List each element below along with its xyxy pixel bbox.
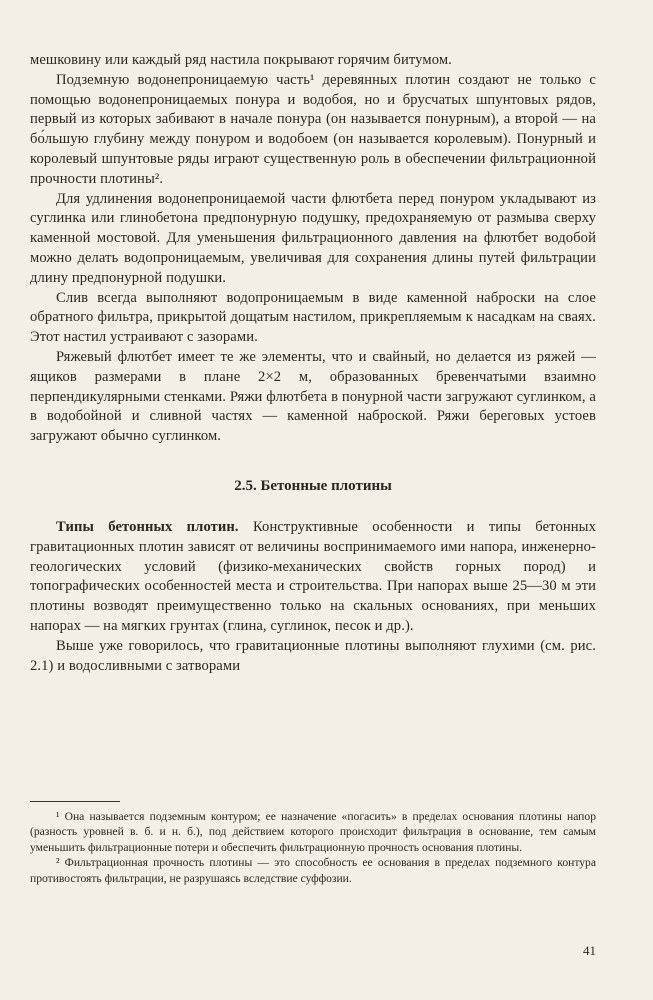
page-number: 41	[583, 943, 596, 958]
paragraph: Выше уже говорилось, что гравитационные плотины выполняют глухими (см. рис. 2.1) и водосливными с затворами	[30, 637, 596, 674]
paragraph: Подземную водонепроницаемую часть¹ деревянных плотин создают не только с помощью водонепроницаемых понура и водобоя, но и брусчатых шпунтовых рядов, первый из которых забивают в начале понура (он называется понурным), а второй — на бо́льшую глубину между понуром и водобоем (он называется королевым). Понурный и королевый шпунтовые ряды играют существенную роль в обеспечении фильтрационной прочности плотины².	[30, 71, 596, 187]
paragraph-with-run-in-title	[30, 518, 596, 637]
footnotes	[30, 809, 596, 886]
run-in-title: Типы бетонных плотин.	[56, 518, 239, 535]
section-heading: 2.5. Бетонные плотины	[234, 477, 392, 494]
paragraph-text: Конструктивные особенности и типы бетонных гравитационных плотин зависят от величины воспринимаемого ими напора, инженерно-геологических условий (физико-механических свойств горных пород) и топографических особенностей места и строительства. При напорах выше 25—30 м эти плотины возводят преимущественно только на скальных основаниях, при меньших напорах — на мягких грунтах (глина, суглинок, песок и др.).	[30, 518, 596, 634]
paragraph: Ряжевый флютбет имеет те же элементы, что и свайный, но делается из ряжей — ящиков размерами в плане 2×2 м, образованных бревенчатыми взаимно перпендикулярными стенками. Ряжи флютбета в понурной части загружают суглинком, а в водобойной и сливной частях — каменной наброской. Ряжи береговых устоев загружают обычно суглинком.	[30, 348, 596, 445]
paragraph-continued: мешковину или каждый ряд настила покрывают горячим битумом.	[30, 52, 452, 68]
footnote: ¹ Она называется подземным контуром; ее назначение «погасить» в пределах основания плотины напор (разность уровней в. б. и н. б.), под действием которого происходит фильтрация в основание, тем самым уменьшить фильтрационные потери и обеспечить фильтрационную прочность основания плотины.	[30, 810, 596, 854]
footnote: ² Фильтрационная прочность плотины — это способность ее основания в пределах подземного контура противостоять фильтрации, не разрушаясь вследствие суффозии.	[30, 856, 596, 885]
body-text	[30, 51, 596, 676]
paragraph: Слив всегда выполняют водопроницаемым в виде каменной наброски на слое обратного фильтра, прикрытой дощатым настилом, прикрепляемым к насадкам на сваях. Этот настил устраивают с зазорами.	[30, 289, 596, 346]
footnote-rule	[30, 801, 120, 802]
paragraph: Для удлинения водонепроницаемой части флютбета перед понуром укладывают из суглинка или глинобетона предпонурную подушку, предохраняемую от размыва сверху каменной мостовой. Для уменьшения фильтрационного давления на флютбет водобой можно делать водопроницаемым, увеличивая для сохранения длины путей фильтрации длину предпонурной подушки.	[30, 190, 596, 286]
